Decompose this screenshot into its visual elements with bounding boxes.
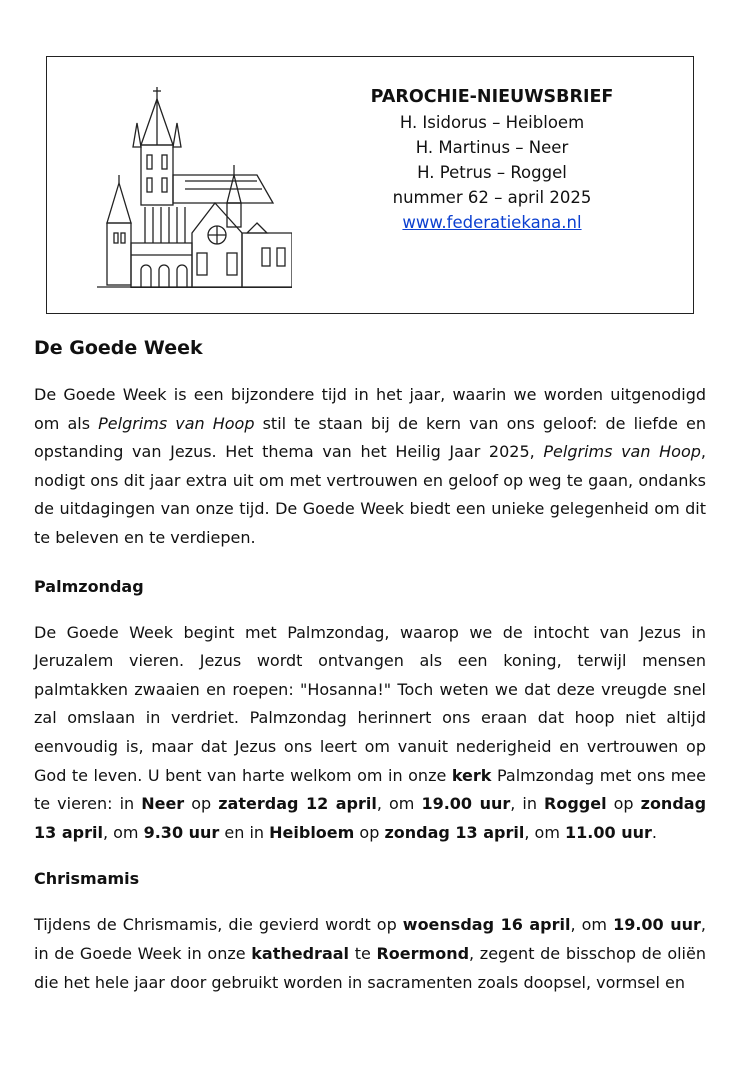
paragraph-goede-week: De Goede Week is een bijzondere tijd in het jaar, waarin we worden uitgenodigd om als Pelgrims van Hoop stil te staan bij de kern van ons geloof: de liefde en opstanding van Jezus. Het thema van het Heilig Jaar 2025, Pelgrims van Hoop, nodigt ons dit jaar extra uit om met vertrouwen en geloof op weg te gaan, ondanks de uitdagingen van onze tijd. De Goede Week biedt een unieke gelegenheid om dit te beleven en te verdiepen. xyxy=(34,385,707,547)
header-text-block xyxy=(337,85,647,235)
website-link[interactable]: www.federatiekana.nl xyxy=(402,213,582,232)
section-heading-palmzondag: Palmzondag xyxy=(34,576,144,596)
church-illustration xyxy=(97,83,292,288)
parish-roggel: H. Petrus – Roggel xyxy=(417,163,567,182)
newsletter-header-box xyxy=(46,56,694,314)
issue-number: nummer 62 – april 2025 xyxy=(392,188,592,207)
section-heading-chrismamis: Chrismamis xyxy=(34,869,140,889)
parish-heibloem: H. Isidorus – Heibloem xyxy=(399,113,585,132)
newsletter-content xyxy=(34,333,706,1015)
parish-neer: H. Martinus – Neer xyxy=(415,138,569,157)
section-heading-goede-week: De Goede Week xyxy=(34,337,203,359)
newsletter-title: PAROCHIE-NIEUWSBRIEF xyxy=(370,87,614,107)
paragraph-palmzondag: De Goede Week begint met Palmzondag, waarop we de intocht van Jezus in Jeruzalem vieren. Jezus wordt ontvangen als een koning, terwijl mensen palmtakken zwaaien en roepen: "Hosanna!" Toch weten we dat deze vreugde snel zal omslaan in verdriet. Palmzondag herinnert ons eraan dat hoop niet altijd eenvoudig is, maar dat Jezus ons leert om vanuit nederigheid en vertrouwen op God te leven. U bent van harte welkom om in onze kerk Palmzondag met ons mee te vieren: in Neer op zaterdag 12 april, om 19.00 uur, in Roggel op zondag 13 april, om 9.30 uur en in Heibloem op zondag 13 april, om 11.00 uur. xyxy=(34,622,707,842)
paragraph-chrismamis: Tijdens de Chrismamis, die gevierd wordt op woensdag 16 april, om 19.00 uur, in de Goede Week in onze kathedraal te Roermond, zegent de bisschop de oliën die het hele jaar door gebruikt worden in sacramenten zoals doopsel, vormsel en xyxy=(34,915,706,992)
